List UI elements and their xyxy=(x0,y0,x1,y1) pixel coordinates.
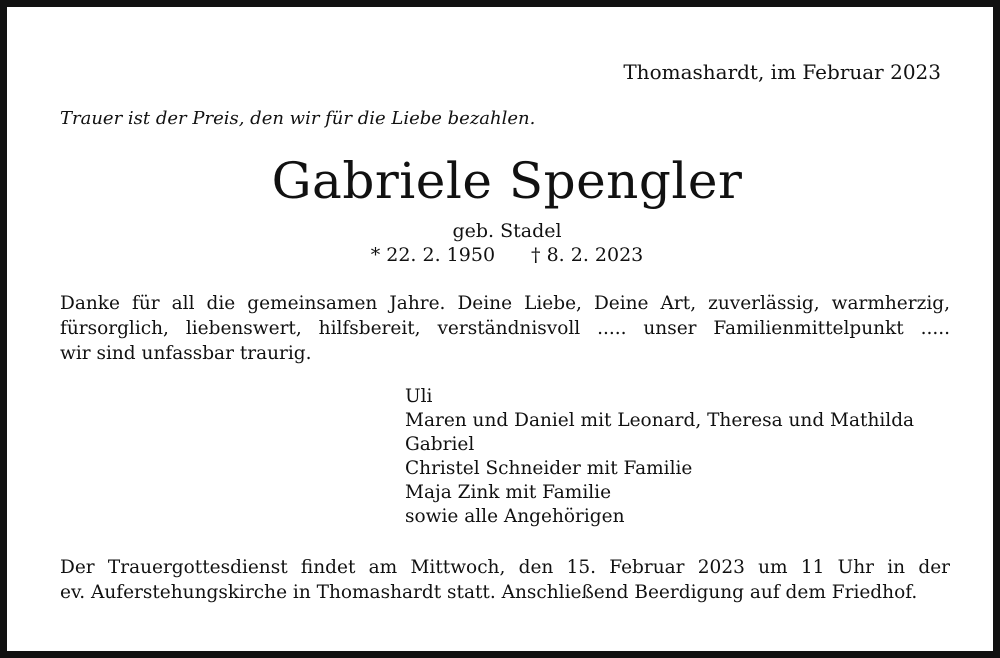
mourner-item: Gabriel xyxy=(405,434,475,455)
mourner-item: Uli xyxy=(405,386,433,407)
thanks-line: Danke für all die gemeinsamen Jahre. Deine Liebe, Deine Art, zuverlässig, warmherzig, xyxy=(60,293,950,314)
place-date: Thomashardt, im Februar 2023 xyxy=(623,60,941,84)
service-line: ev. Auferstehungskirche in Thomashardt statt. Anschließend Beerdigung auf dem Friedhof. xyxy=(60,582,918,603)
deceased-name: Gabriele Spengler xyxy=(271,152,743,210)
life-dates xyxy=(7,243,1000,267)
thanks-line: wir sind unfassbar traurig. xyxy=(60,343,312,364)
service-line: Der Trauergottesdienst findet am Mittwoch, den 15. Februar 2023 um 11 Uhr in der xyxy=(60,557,950,578)
birth-date: * 22. 2. 1950 xyxy=(370,244,496,266)
mourner-item: Christel Schneider mit Familie xyxy=(405,458,693,479)
birth-name: geb. Stadel xyxy=(452,220,562,242)
mourner-item: Maja Zink mit Familie xyxy=(405,482,612,503)
mourner-item: sowie alle Angehörigen xyxy=(405,506,625,527)
thanks-paragraph xyxy=(60,291,950,366)
service-paragraph xyxy=(60,555,950,605)
motto-quote: Trauer ist der Preis, den wir für die Liebe bezahlen. xyxy=(60,108,536,129)
thanks-line: fürsorglich, liebenswert, hilfsbereit, verständnisvoll ..... unser Familienmittelpunkt ..... xyxy=(60,318,950,339)
mourner-item: Maren und Daniel mit Leonard, Theresa und Mathilda xyxy=(405,410,915,431)
mourners-list xyxy=(405,385,914,529)
death-date: † 8. 2. 2023 xyxy=(531,244,644,266)
